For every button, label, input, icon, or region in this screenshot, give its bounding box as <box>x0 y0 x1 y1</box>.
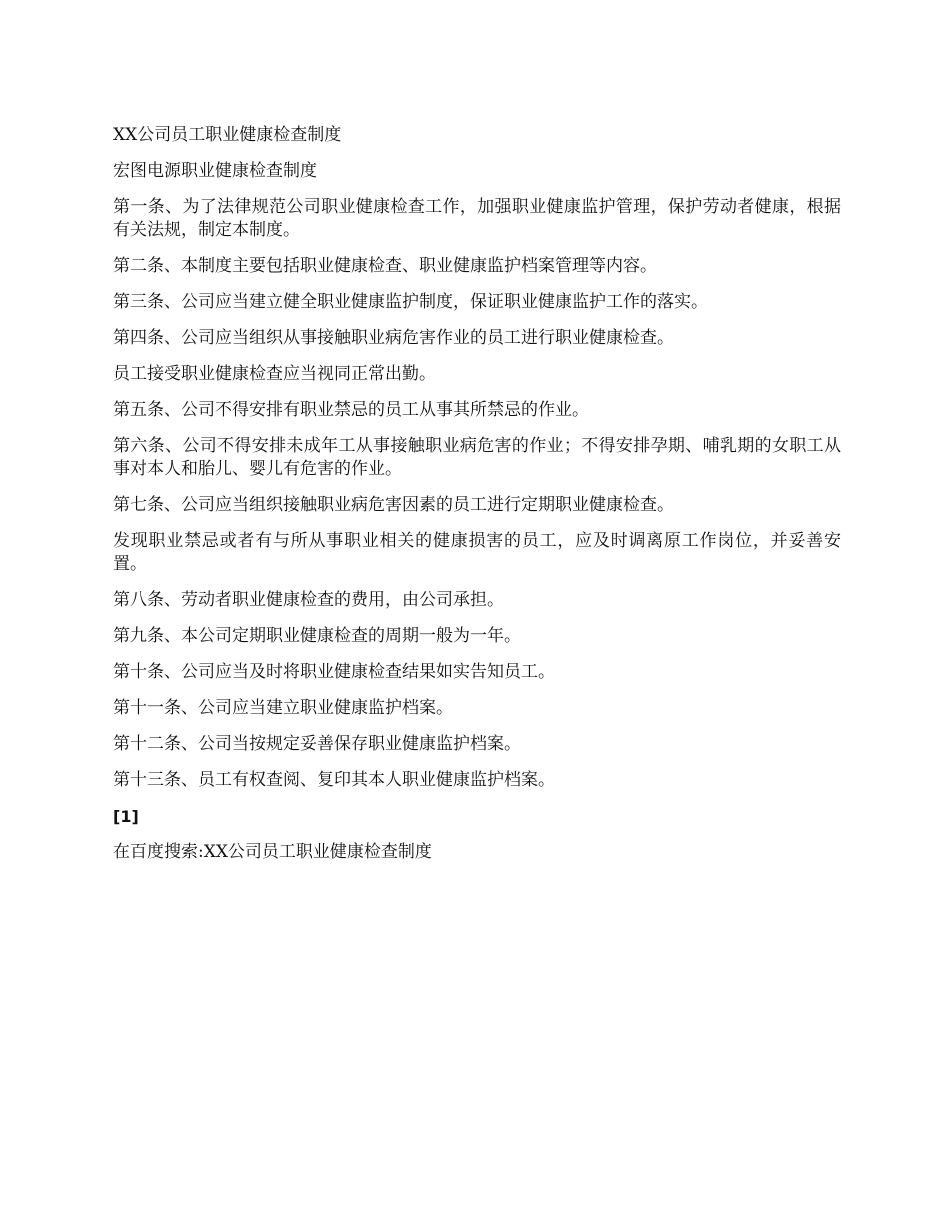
paragraph-article-3: 第三条、公司应当建立健全职业健康监护制度，保证职业健康监护工作的落实。 <box>113 292 708 312</box>
paragraph-article-13: 第十三条、员工有权查阅、复印其本人职业健康监护档案。 <box>113 770 555 790</box>
footnote-marker: [1] <box>113 807 139 826</box>
paragraph-attendance-note: 员工接受职业健康检查应当视同正常出勤。 <box>113 364 436 384</box>
search-line: 在百度搜索:XX公司员工职业健康检查制度 <box>113 842 432 862</box>
paragraph-article-5: 第五条、公司不得安排有职业禁忌的员工从事其所禁忌的作业。 <box>113 400 589 420</box>
paragraph-article-9: 第九条、本公司定期职业健康检查的周期一般为一年。 <box>113 626 521 646</box>
paragraph-article-4: 第四条、公司应当组织从事接触职业病危害作业的员工进行职业健康检查。 <box>113 328 674 348</box>
document-title: XX公司员工职业健康检查制度 <box>113 125 342 145</box>
paragraph-article-10: 第十条、公司应当及时将职业健康检查结果如实告知员工。 <box>113 662 555 682</box>
document-subtitle: 宏图电源职业健康检查制度 <box>113 161 317 181</box>
paragraph-article-7: 第七条、公司应当组织接触职业病危害因素的员工进行定期职业健康检查。 <box>113 495 674 515</box>
paragraph-reassignment-note: 发现职业禁忌或者有与所从事职业相关的健康损害的员工，应及时调离原工作岗位，并妥善安置。 <box>113 531 841 574</box>
paragraph-article-2: 第二条、本制度主要包括职业健康检查、职业健康监护档案管理等内容。 <box>113 256 657 276</box>
paragraph-article-1: 第一条、为了法律规范公司职业健康检查工作，加强职业健康监护管理，保护劳动者健康，根据有关法规，制定本制度。 <box>113 197 841 240</box>
paragraph-article-6: 第六条、公司不得安排未成年工从事接触职业病危害的作业；不得安排孕期、哺乳期的女职工从事对本人和胎儿、婴儿有危害的作业。 <box>113 436 841 479</box>
document-body <box>113 124 841 877</box>
paragraph-article-8: 第八条、劳动者职业健康检查的费用，由公司承担。 <box>113 590 504 610</box>
paragraph-article-12: 第十二条、公司当按规定妥善保存职业健康监护档案。 <box>113 734 521 754</box>
paragraph-article-11: 第十一条、公司应当建立职业健康监护档案。 <box>113 698 453 718</box>
